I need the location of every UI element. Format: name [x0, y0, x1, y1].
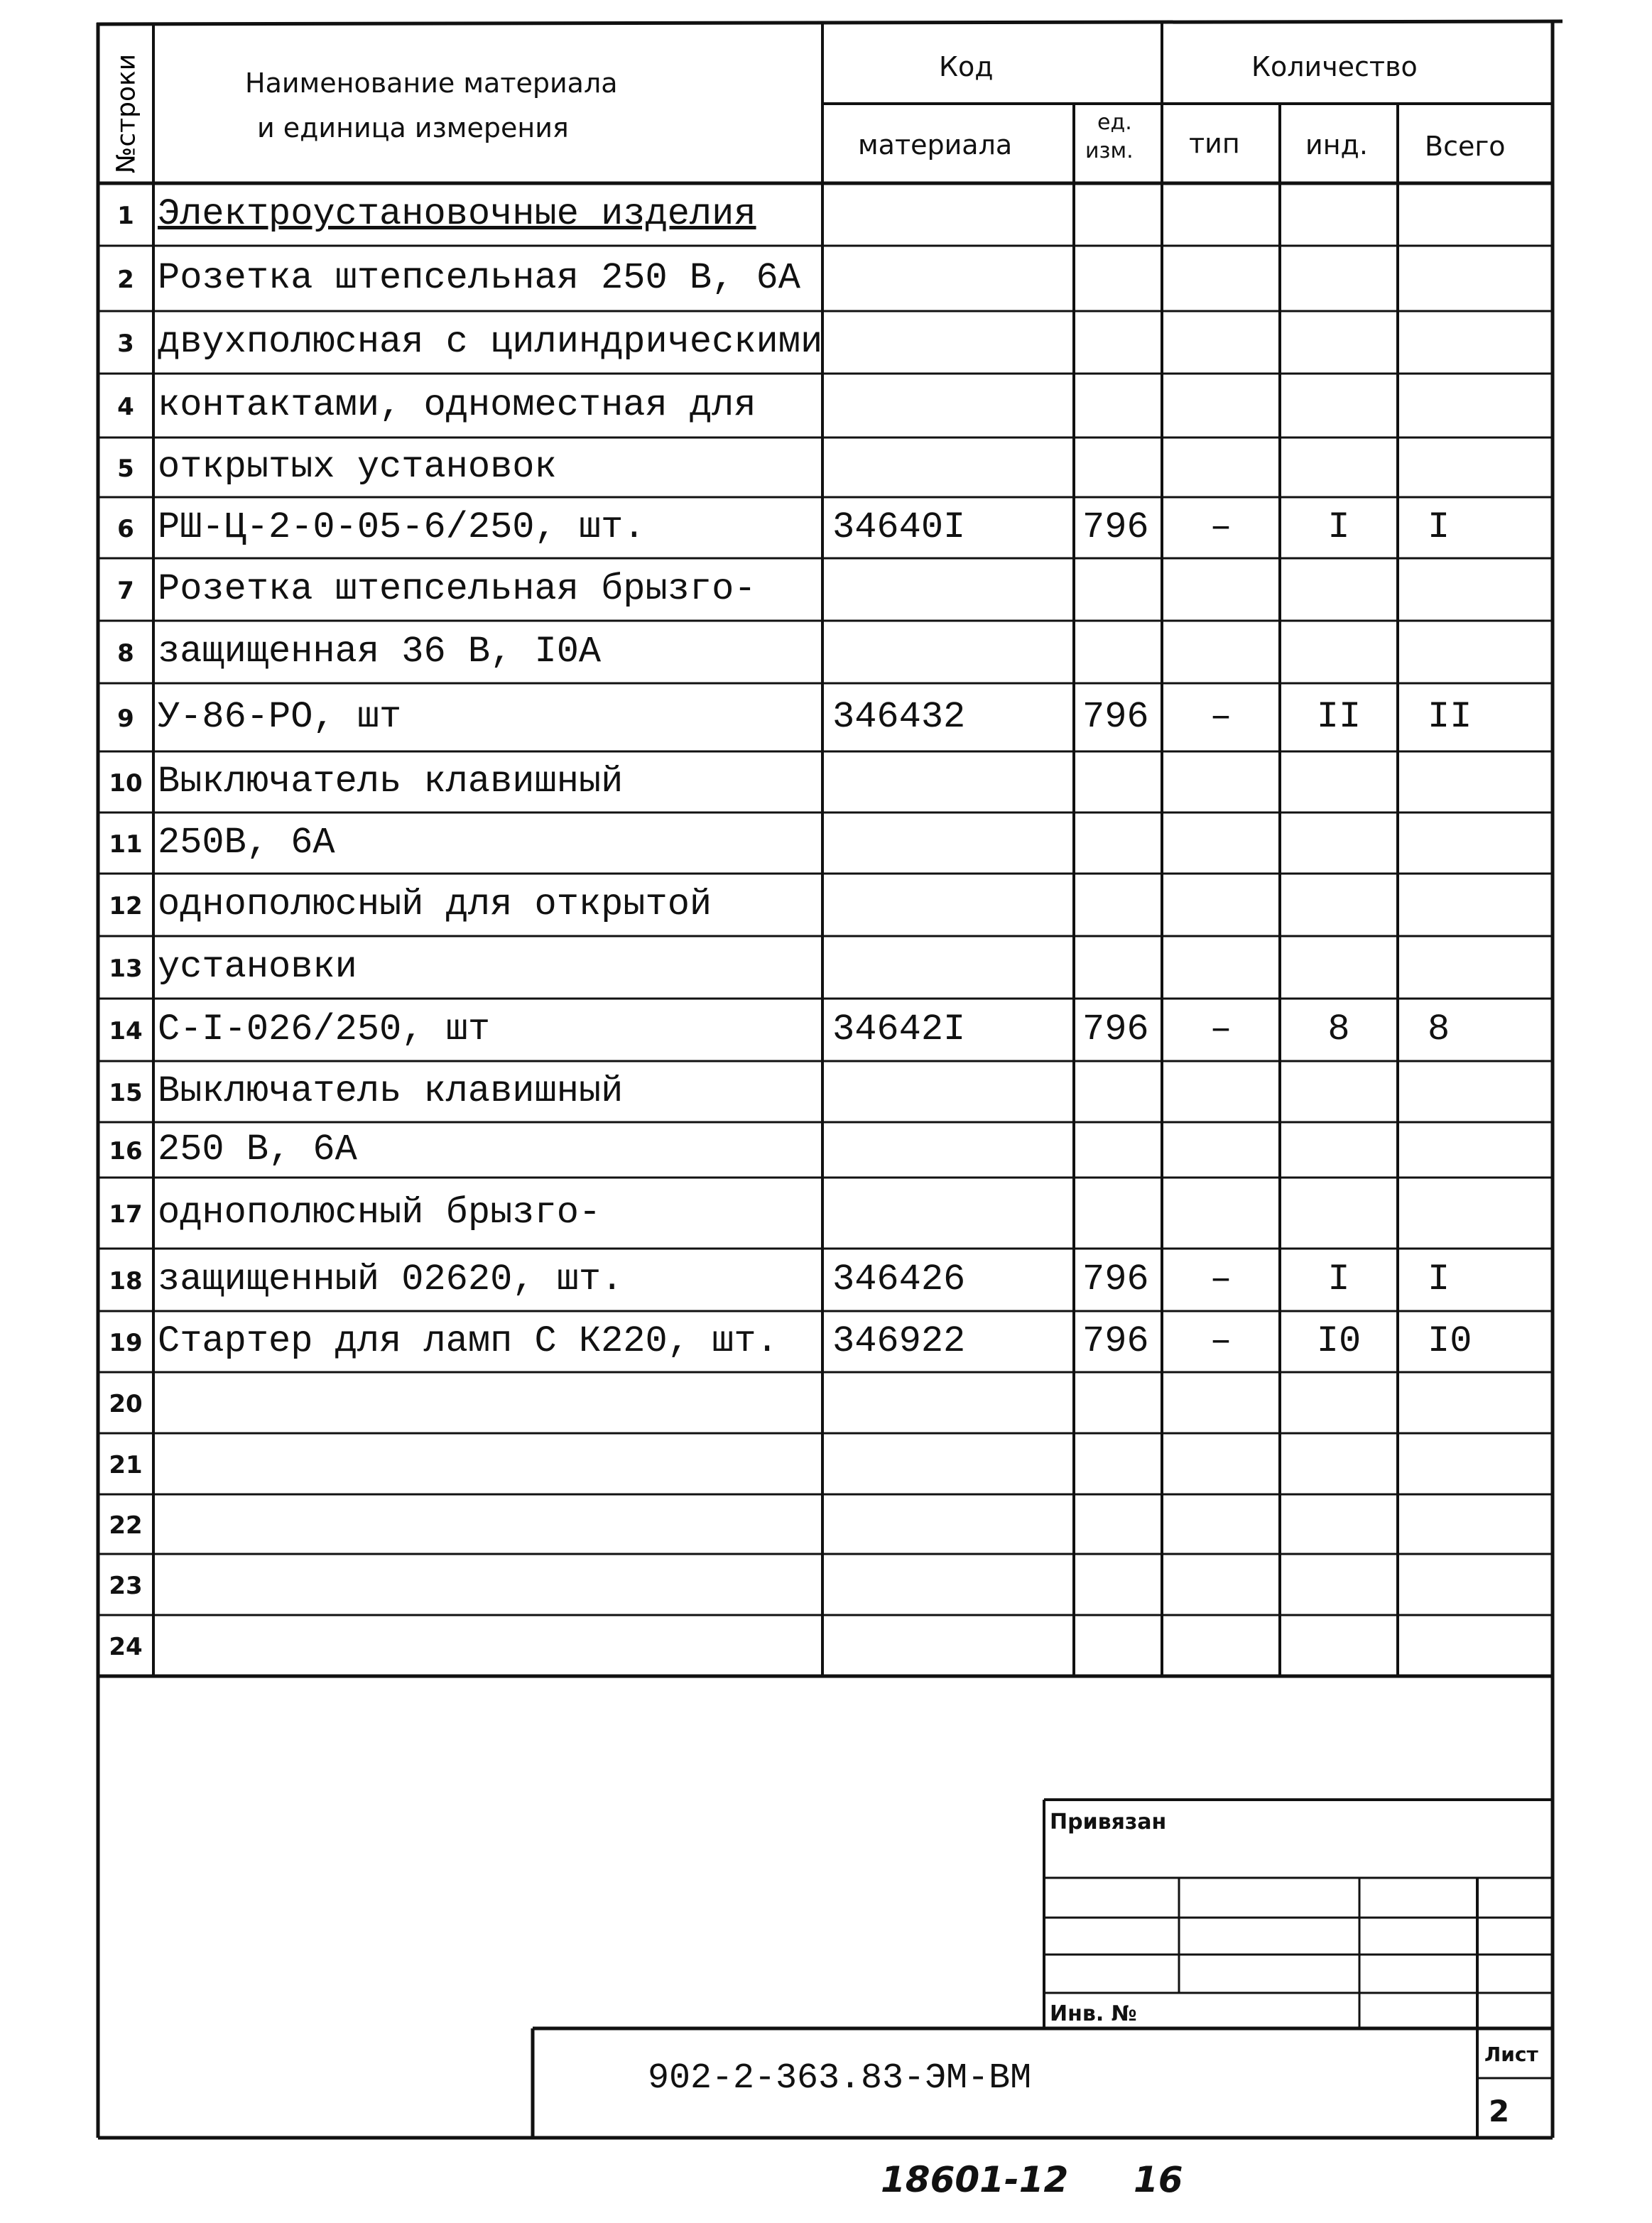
- unit-header-line2: изм.: [1085, 138, 1134, 163]
- material-name: защищенная 36 В, I0А: [158, 631, 602, 673]
- material-name: С-I-026/250, шт: [158, 1009, 491, 1050]
- row-number: 1: [117, 202, 134, 230]
- type-quantity: –: [1210, 1009, 1232, 1050]
- material-name: Стартер для ламп С К220, шт.: [158, 1320, 778, 1362]
- row-number: 13: [109, 955, 143, 983]
- material-name: однополюсный брызго-: [158, 1192, 602, 1234]
- unit-code: 796: [1082, 506, 1149, 548]
- total-header: Всего: [1425, 131, 1506, 162]
- row-number: 7: [117, 577, 134, 605]
- sheet-label: Лист: [1484, 2043, 1538, 2066]
- row-number: 5: [117, 455, 134, 483]
- individual-quantity: II: [1316, 696, 1362, 738]
- row-number: 19: [109, 1329, 143, 1357]
- row-number: 10: [109, 769, 143, 798]
- frame-top: [97, 21, 1563, 24]
- material-name: Розетка штепсельная брызго-: [158, 568, 756, 610]
- row-number: 17: [109, 1200, 143, 1229]
- type-header: тип: [1189, 128, 1240, 159]
- handwritten-code: 18601-12: [881, 2159, 1069, 2200]
- inventory-label: Инв. №: [1050, 2001, 1137, 2026]
- quantity-header: Количество: [1251, 51, 1418, 82]
- unit-code: 796: [1082, 1259, 1149, 1300]
- row-number-header: №строки: [112, 53, 141, 174]
- material-name: 250В, 6А: [158, 822, 335, 864]
- material-name: У-86-РО, шт: [158, 696, 402, 738]
- type-quantity: –: [1210, 1259, 1232, 1300]
- row-number: 21: [109, 1451, 143, 1479]
- material-name: открытых установок: [158, 446, 557, 488]
- type-quantity: –: [1210, 1320, 1232, 1362]
- material-name: контактами, одноместная для: [158, 384, 756, 426]
- material-name: установки: [158, 946, 357, 988]
- row-number: 12: [109, 892, 143, 920]
- name-header-line1: Наименование материала: [245, 67, 618, 99]
- row-number: 9: [117, 705, 134, 733]
- row-number: 18: [109, 1267, 143, 1295]
- type-quantity: –: [1210, 696, 1232, 738]
- material-name: 250 В, 6А: [158, 1129, 357, 1170]
- row-number: 6: [117, 515, 134, 543]
- document-code: 902-2-363.83-ЭМ-ВМ: [648, 2058, 1032, 2099]
- row-number: 8: [117, 639, 134, 668]
- row-number: 11: [109, 830, 143, 859]
- individual-quantity: I0: [1316, 1320, 1362, 1362]
- row-number: 16: [109, 1137, 143, 1165]
- row-number: 20: [109, 1390, 143, 1418]
- material-code: 34640I: [832, 506, 966, 548]
- material-code: 346432: [832, 696, 966, 738]
- material-name: однополюсный для открытой: [158, 884, 712, 925]
- total-quantity: I0: [1428, 1320, 1472, 1362]
- unit-code: 796: [1082, 1320, 1149, 1362]
- total-quantity: I: [1428, 506, 1450, 548]
- handwritten-page: 16: [1134, 2159, 1183, 2200]
- unit-header-line1: ед.: [1097, 110, 1132, 135]
- row-number: 2: [117, 266, 134, 294]
- total-quantity: II: [1428, 696, 1472, 738]
- material-name: Розетка штепсельная 250 В, 6А: [158, 257, 800, 299]
- row-number: 22: [109, 1511, 143, 1540]
- sheet-number: 2: [1489, 2094, 1510, 2129]
- row-number: 3: [117, 330, 134, 358]
- material-name: защищенный 02620, шт.: [158, 1259, 624, 1300]
- total-quantity: I: [1428, 1259, 1450, 1300]
- row-number: 14: [109, 1017, 143, 1045]
- row-number: 15: [109, 1079, 143, 1107]
- row-number: 4: [117, 393, 134, 421]
- individual-quantity: I: [1327, 506, 1350, 548]
- unit-code: 796: [1082, 696, 1149, 738]
- code-header: Код: [939, 51, 994, 82]
- unit-code: 796: [1082, 1009, 1149, 1050]
- material-name: двухполюсная с цилиндрическими: [158, 321, 823, 363]
- material-name: Выключатель клавишный: [158, 761, 624, 803]
- ind-header: инд.: [1305, 129, 1368, 161]
- material-code: 346922: [832, 1320, 966, 1362]
- type-quantity: –: [1210, 506, 1232, 548]
- material-name: Выключатель клавишный: [158, 1070, 624, 1112]
- material-code: 34642I: [832, 1009, 966, 1050]
- individual-quantity: 8: [1327, 1009, 1350, 1050]
- material-header: материала: [858, 129, 1013, 161]
- name-header-line2: и единица измерения: [257, 112, 569, 143]
- material-code: 346426: [832, 1259, 966, 1300]
- total-quantity: 8: [1428, 1009, 1450, 1050]
- row-number: 23: [109, 1572, 143, 1600]
- material-name: Электроустановочные изделия: [158, 193, 756, 235]
- linked-label: Привязан: [1050, 1810, 1167, 1835]
- individual-quantity: I: [1327, 1259, 1350, 1300]
- row-number: 24: [109, 1633, 143, 1661]
- material-name: РШ-Ц-2-0-05-6/250, шт.: [158, 506, 646, 548]
